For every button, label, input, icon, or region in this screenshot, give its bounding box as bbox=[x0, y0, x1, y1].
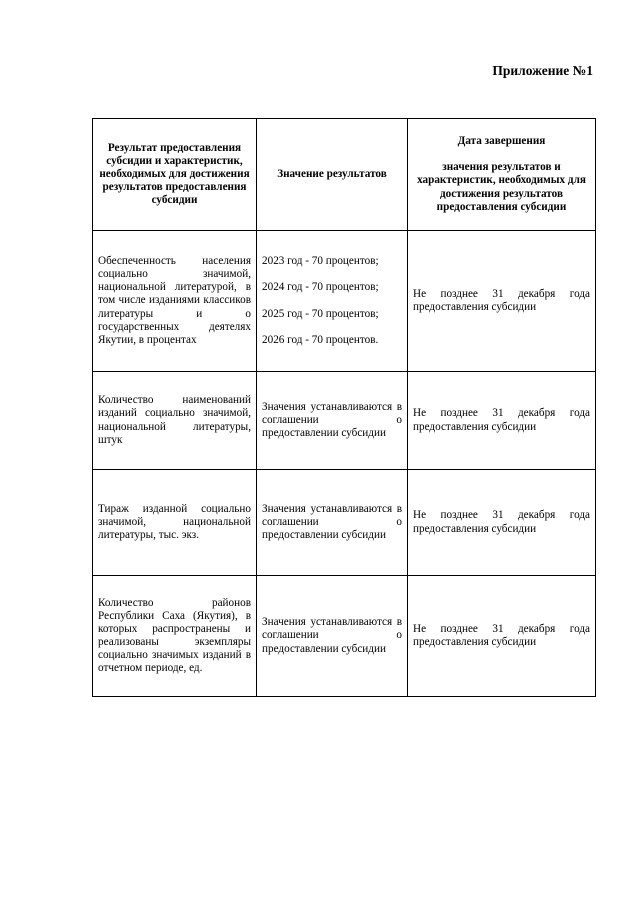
result-cell: Количество наименований изданий социально значимой, национальной литературы, штук bbox=[93, 372, 257, 470]
value-cell: Значения устанавливаются в соглашении о предоставлении субсидии bbox=[257, 372, 408, 470]
header-completion-date-desc: значения результатов и характеристик, необходимых для достижения результатов предоставления субсидии bbox=[417, 161, 586, 213]
value-line: 2025 год - 70 процентов; bbox=[262, 307, 379, 320]
result-cell: Количество районов Республики Саха (Якутия), в которых распространены и реализованы экземпляры социально значимых изданий в отчетном периоде, ед. bbox=[93, 576, 257, 697]
result-cell: Тираж изданной социально значимой, национальной литературы, тыс. экз. bbox=[93, 470, 257, 576]
date-cell: Не позднее 31 декабря года предоставления субсидии bbox=[408, 470, 596, 576]
value-line: 2024 год - 70 процентов; bbox=[262, 281, 379, 294]
table-row bbox=[93, 470, 596, 576]
date-cell: Не позднее 31 декабря года предоставления субсидии bbox=[408, 372, 596, 470]
header-result: Результат предоставления субсидии и характеристик, необходимых для достижения результатов предоставления субсидии bbox=[93, 119, 257, 231]
table-row bbox=[93, 372, 596, 470]
header-completion-date-title: Дата завершения bbox=[457, 135, 546, 148]
table-row bbox=[93, 576, 596, 697]
date-cell: Не позднее 31 декабря года предоставления субсидии bbox=[408, 231, 596, 372]
value-cell: Значения устанавливаются в соглашении о предоставлении субсидии bbox=[257, 470, 408, 576]
table-header-row bbox=[93, 119, 596, 231]
value-line: 2023 год - 70 процентов; bbox=[262, 255, 379, 268]
header-value: Значение результатов bbox=[257, 119, 408, 231]
value-cell: Значения устанавливаются в соглашении о предоставлении субсидии bbox=[257, 576, 408, 697]
result-cell: Обеспеченность населения социально значимой, национальной литературой, в том числе изданиями классиков литературы и о государственных деятелях Якутии, в процентах bbox=[93, 231, 257, 372]
results-table bbox=[92, 118, 596, 697]
value-cell bbox=[257, 231, 408, 372]
header-completion-date bbox=[408, 119, 596, 231]
date-cell: Не позднее 31 декабря года предоставления субсидии bbox=[408, 576, 596, 697]
table-row bbox=[93, 231, 596, 372]
value-line: 2026 год - 70 процентов. bbox=[262, 333, 379, 346]
appendix-title: Приложение №1 bbox=[492, 63, 593, 78]
